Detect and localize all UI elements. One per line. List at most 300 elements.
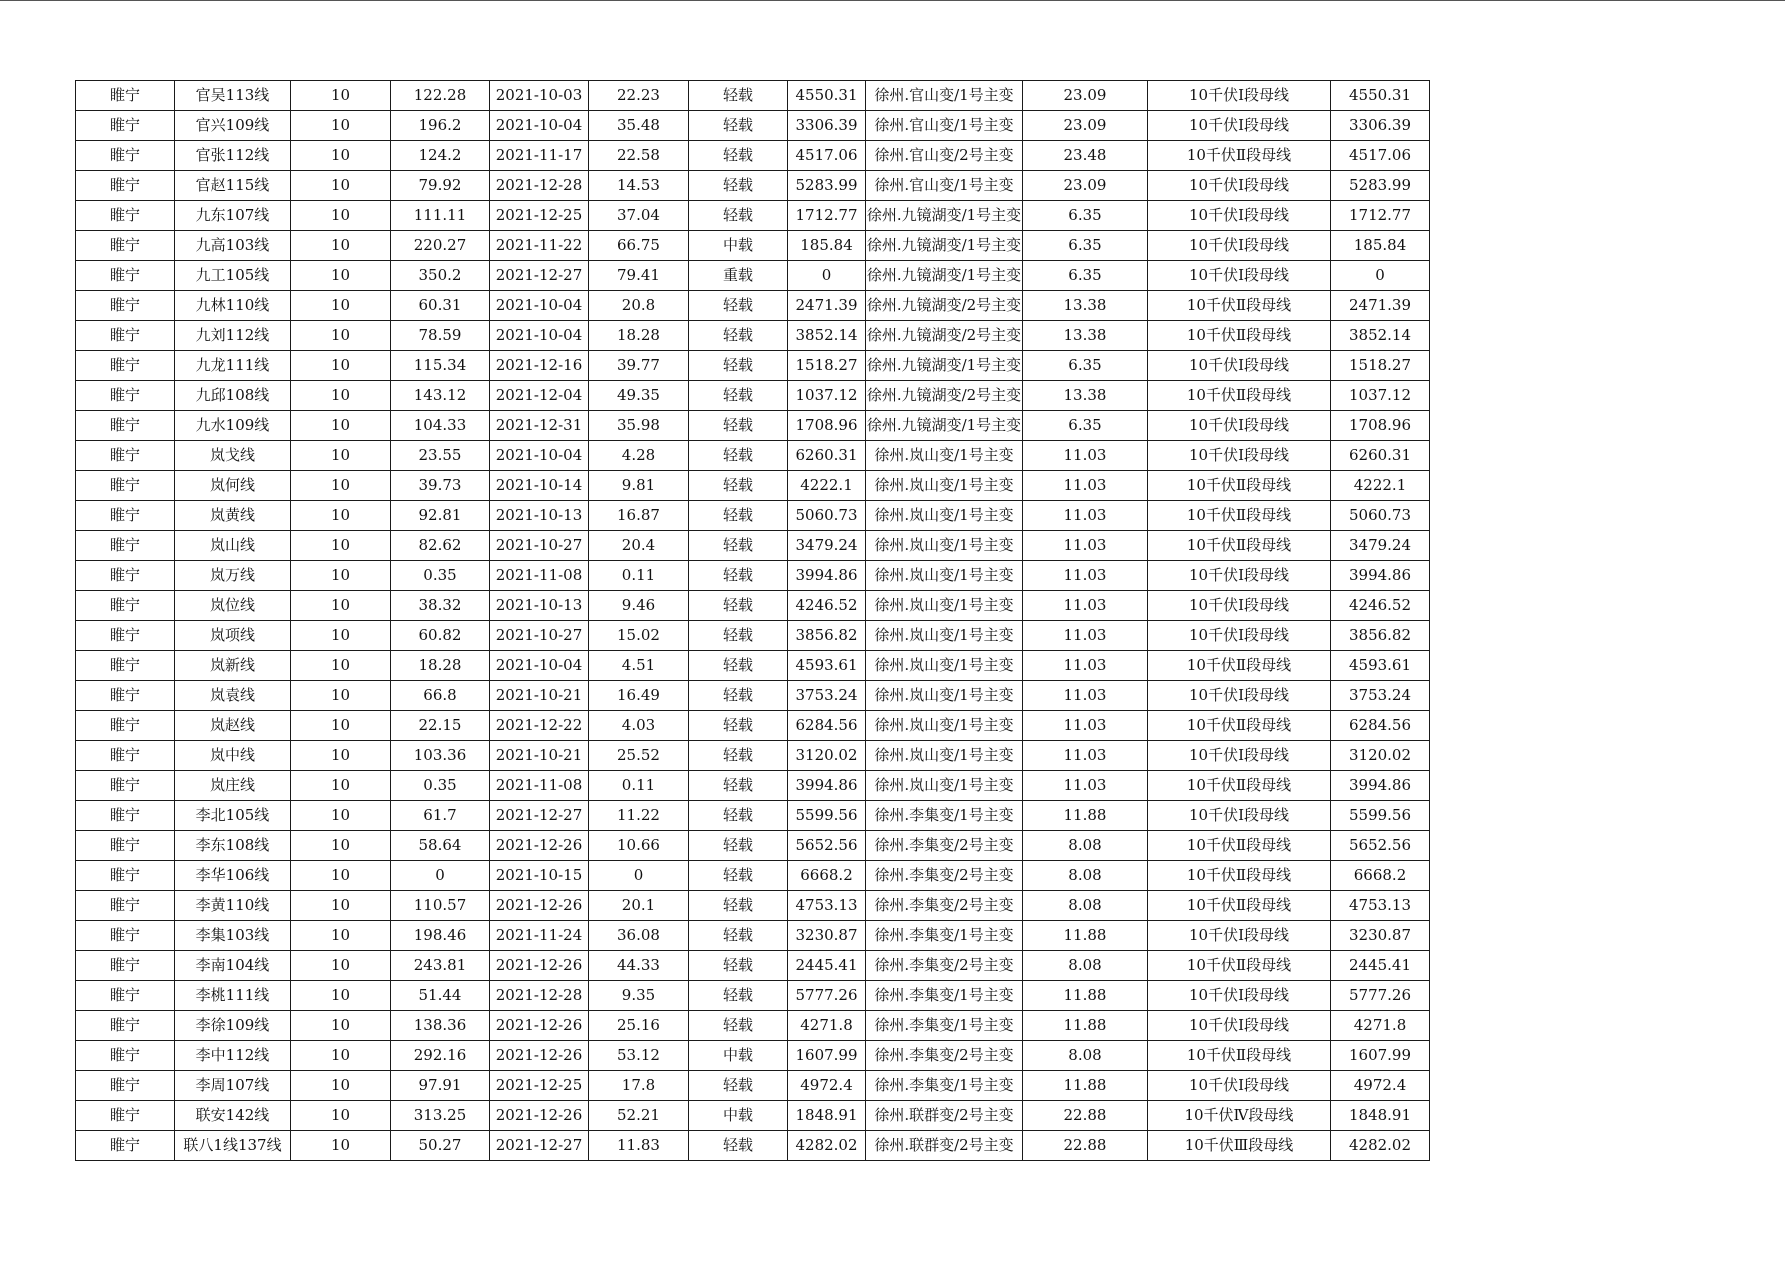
table-row (76, 771, 1430, 801)
transformer-load-cell: 11.03 (1023, 501, 1148, 531)
county-cell: 睢宁 (76, 501, 175, 531)
transformer-load-cell: 11.03 (1023, 591, 1148, 621)
substation-transformer-cell: 徐州.官山变/2号主变 (866, 141, 1023, 171)
transformer-load-cell: 11.03 (1023, 741, 1148, 771)
date-cell: 2021-11-08 (490, 561, 589, 591)
current-value-cell: 292.16 (391, 1041, 490, 1071)
voltage-cell: 10 (291, 921, 391, 951)
line-name-cell: 九邱108线 (175, 381, 291, 411)
current-value-cell: 0 (391, 861, 490, 891)
voltage-cell: 10 (291, 1011, 391, 1041)
current-value-cell: 60.31 (391, 291, 490, 321)
voltage-cell: 10 (291, 801, 391, 831)
transformer-load-cell: 11.03 (1023, 531, 1148, 561)
available-capacity-cell: 5777.26 (1331, 981, 1430, 1011)
substation-transformer-cell: 徐州.岚山变/1号主变 (866, 621, 1023, 651)
remaining-capacity-cell: 5060.73 (788, 501, 866, 531)
load-rate-cell: 49.35 (589, 381, 689, 411)
transformer-load-cell: 8.08 (1023, 1041, 1148, 1071)
busbar-cell: 10千伏Ⅰ段母线 (1148, 1011, 1331, 1041)
line-name-cell: 岚戈线 (175, 441, 291, 471)
transformer-load-cell: 11.03 (1023, 681, 1148, 711)
county-cell: 睢宁 (76, 1041, 175, 1071)
current-value-cell: 220.27 (391, 231, 490, 261)
busbar-cell: 10千伏Ⅰ段母线 (1148, 561, 1331, 591)
load-status-cell: 轻载 (689, 801, 788, 831)
load-rate-cell: 20.1 (589, 891, 689, 921)
available-capacity-cell: 3856.82 (1331, 621, 1430, 651)
table-row (76, 831, 1430, 861)
current-value-cell: 50.27 (391, 1131, 490, 1161)
table-row (76, 1131, 1430, 1161)
substation-transformer-cell: 徐州.岚山变/1号主变 (866, 681, 1023, 711)
table-row (76, 321, 1430, 351)
current-value-cell: 103.36 (391, 741, 490, 771)
load-status-cell: 轻载 (689, 771, 788, 801)
table-row (76, 681, 1430, 711)
substation-transformer-cell: 徐州.九镜湖变/2号主变 (866, 381, 1023, 411)
line-name-cell: 岚山线 (175, 531, 291, 561)
load-rate-cell: 0.11 (589, 771, 689, 801)
voltage-cell: 10 (291, 591, 391, 621)
remaining-capacity-cell: 5599.56 (788, 801, 866, 831)
voltage-cell: 10 (291, 831, 391, 861)
load-rate-cell: 22.58 (589, 141, 689, 171)
remaining-capacity-cell: 4550.31 (788, 81, 866, 111)
available-capacity-cell: 1518.27 (1331, 351, 1430, 381)
county-cell: 睢宁 (76, 441, 175, 471)
table-row (76, 381, 1430, 411)
remaining-capacity-cell: 3479.24 (788, 531, 866, 561)
voltage-cell: 10 (291, 501, 391, 531)
busbar-cell: 10千伏Ⅰ段母线 (1148, 81, 1331, 111)
county-cell: 睢宁 (76, 1011, 175, 1041)
table-row (76, 591, 1430, 621)
available-capacity-cell: 3479.24 (1331, 531, 1430, 561)
county-cell: 睢宁 (76, 201, 175, 231)
voltage-cell: 10 (291, 621, 391, 651)
remaining-capacity-cell: 4246.52 (788, 591, 866, 621)
load-rate-cell: 15.02 (589, 621, 689, 651)
load-status-cell: 轻载 (689, 561, 788, 591)
available-capacity-cell: 2471.39 (1331, 291, 1430, 321)
remaining-capacity-cell: 6260.31 (788, 441, 866, 471)
transformer-load-cell: 11.88 (1023, 1071, 1148, 1101)
substation-transformer-cell: 徐州.九镜湖变/1号主变 (866, 411, 1023, 441)
voltage-cell: 10 (291, 201, 391, 231)
load-status-cell: 轻载 (689, 1011, 788, 1041)
substation-transformer-cell: 徐州.岚山变/1号主变 (866, 531, 1023, 561)
line-name-cell: 岚中线 (175, 741, 291, 771)
date-cell: 2021-10-21 (490, 741, 589, 771)
date-cell: 2021-10-13 (490, 501, 589, 531)
transformer-load-cell: 11.03 (1023, 711, 1148, 741)
county-cell: 睢宁 (76, 171, 175, 201)
load-rate-cell: 35.98 (589, 411, 689, 441)
current-value-cell: 92.81 (391, 501, 490, 531)
remaining-capacity-cell: 3120.02 (788, 741, 866, 771)
remaining-capacity-cell: 3994.86 (788, 771, 866, 801)
voltage-cell: 10 (291, 561, 391, 591)
load-rate-cell: 39.77 (589, 351, 689, 381)
line-name-cell: 李北105线 (175, 801, 291, 831)
remaining-capacity-cell: 4753.13 (788, 891, 866, 921)
load-rate-cell: 25.16 (589, 1011, 689, 1041)
voltage-cell: 10 (291, 381, 391, 411)
voltage-cell: 10 (291, 1101, 391, 1131)
table-row (76, 171, 1430, 201)
load-status-cell: 轻载 (689, 921, 788, 951)
voltage-cell: 10 (291, 471, 391, 501)
substation-transformer-cell: 徐州.联群变/2号主变 (866, 1131, 1023, 1161)
date-cell: 2021-12-22 (490, 711, 589, 741)
county-cell: 睢宁 (76, 531, 175, 561)
load-status-cell: 轻载 (689, 381, 788, 411)
table-row (76, 621, 1430, 651)
substation-transformer-cell: 徐州.岚山变/1号主变 (866, 561, 1023, 591)
transformer-load-cell: 8.08 (1023, 951, 1148, 981)
substation-transformer-cell: 徐州.官山变/1号主变 (866, 81, 1023, 111)
busbar-cell: 10千伏Ⅰ段母线 (1148, 921, 1331, 951)
busbar-cell: 10千伏Ⅲ段母线 (1148, 1131, 1331, 1161)
voltage-cell: 10 (291, 771, 391, 801)
load-status-cell: 轻载 (689, 711, 788, 741)
county-cell: 睢宁 (76, 771, 175, 801)
voltage-cell: 10 (291, 261, 391, 291)
table-row (76, 501, 1430, 531)
load-rate-cell: 20.8 (589, 291, 689, 321)
load-status-cell: 轻载 (689, 861, 788, 891)
date-cell: 2021-12-31 (490, 411, 589, 441)
load-status-cell: 轻载 (689, 621, 788, 651)
substation-transformer-cell: 徐州.岚山变/1号主变 (866, 441, 1023, 471)
substation-transformer-cell: 徐州.李集变/2号主变 (866, 861, 1023, 891)
county-cell: 睢宁 (76, 1131, 175, 1161)
busbar-cell: 10千伏Ⅱ段母线 (1148, 951, 1331, 981)
transformer-load-cell: 11.88 (1023, 921, 1148, 951)
transformer-load-cell: 23.48 (1023, 141, 1148, 171)
transformer-load-cell: 11.88 (1023, 981, 1148, 1011)
line-name-cell: 官兴109线 (175, 111, 291, 141)
remaining-capacity-cell: 4593.61 (788, 651, 866, 681)
date-cell: 2021-10-27 (490, 621, 589, 651)
remaining-capacity-cell: 3753.24 (788, 681, 866, 711)
busbar-cell: 10千伏Ⅱ段母线 (1148, 861, 1331, 891)
county-cell: 睢宁 (76, 1101, 175, 1131)
substation-transformer-cell: 徐州.官山变/1号主变 (866, 171, 1023, 201)
transformer-load-cell: 8.08 (1023, 861, 1148, 891)
load-rate-cell: 4.03 (589, 711, 689, 741)
current-value-cell: 122.28 (391, 81, 490, 111)
line-name-cell: 李华106线 (175, 861, 291, 891)
table-row (76, 561, 1430, 591)
table-row (76, 1041, 1430, 1071)
load-rate-cell: 11.83 (589, 1131, 689, 1161)
county-cell: 睢宁 (76, 231, 175, 261)
date-cell: 2021-10-04 (490, 651, 589, 681)
remaining-capacity-cell: 4517.06 (788, 141, 866, 171)
load-rate-cell: 25.52 (589, 741, 689, 771)
busbar-cell: 10千伏Ⅰ段母线 (1148, 201, 1331, 231)
line-name-cell: 岚万线 (175, 561, 291, 591)
date-cell: 2021-11-22 (490, 231, 589, 261)
date-cell: 2021-10-14 (490, 471, 589, 501)
table-row (76, 231, 1430, 261)
load-rate-cell: 16.87 (589, 501, 689, 531)
voltage-cell: 10 (291, 1071, 391, 1101)
county-cell: 睢宁 (76, 621, 175, 651)
current-value-cell: 0.35 (391, 561, 490, 591)
available-capacity-cell: 3230.87 (1331, 921, 1430, 951)
load-status-cell: 轻载 (689, 171, 788, 201)
county-cell: 睢宁 (76, 561, 175, 591)
load-status-cell: 轻载 (689, 951, 788, 981)
available-capacity-cell: 4753.13 (1331, 891, 1430, 921)
busbar-cell: 10千伏Ⅰ段母线 (1148, 591, 1331, 621)
substation-transformer-cell: 徐州.官山变/1号主变 (866, 111, 1023, 141)
current-value-cell: 79.92 (391, 171, 490, 201)
available-capacity-cell: 5599.56 (1331, 801, 1430, 831)
current-value-cell: 78.59 (391, 321, 490, 351)
current-value-cell: 23.55 (391, 441, 490, 471)
load-status-cell: 轻载 (689, 651, 788, 681)
busbar-cell: 10千伏Ⅰ段母线 (1148, 621, 1331, 651)
data-table (75, 80, 1430, 1161)
current-value-cell: 0.35 (391, 771, 490, 801)
table-row (76, 441, 1430, 471)
line-name-cell: 岚赵线 (175, 711, 291, 741)
transformer-load-cell: 11.03 (1023, 561, 1148, 591)
substation-transformer-cell: 徐州.李集变/1号主变 (866, 921, 1023, 951)
voltage-cell: 10 (291, 891, 391, 921)
substation-transformer-cell: 徐州.岚山变/1号主变 (866, 501, 1023, 531)
available-capacity-cell: 4271.8 (1331, 1011, 1430, 1041)
substation-transformer-cell: 徐州.李集变/1号主变 (866, 801, 1023, 831)
line-name-cell: 九东107线 (175, 201, 291, 231)
available-capacity-cell: 0 (1331, 261, 1430, 291)
line-name-cell: 李桃111线 (175, 981, 291, 1011)
date-cell: 2021-10-13 (490, 591, 589, 621)
date-cell: 2021-12-27 (490, 1131, 589, 1161)
load-status-cell: 轻载 (689, 321, 788, 351)
county-cell: 睢宁 (76, 381, 175, 411)
available-capacity-cell: 3306.39 (1331, 111, 1430, 141)
load-rate-cell: 36.08 (589, 921, 689, 951)
remaining-capacity-cell: 185.84 (788, 231, 866, 261)
current-value-cell: 82.62 (391, 531, 490, 561)
table-row (76, 951, 1430, 981)
busbar-cell: 10千伏Ⅰ段母线 (1148, 171, 1331, 201)
load-rate-cell: 20.4 (589, 531, 689, 561)
transformer-load-cell: 11.03 (1023, 441, 1148, 471)
transformer-load-cell: 6.35 (1023, 351, 1148, 381)
table-row (76, 201, 1430, 231)
busbar-cell: 10千伏Ⅱ段母线 (1148, 1041, 1331, 1071)
table-row (76, 261, 1430, 291)
available-capacity-cell: 2445.41 (1331, 951, 1430, 981)
available-capacity-cell: 4550.31 (1331, 81, 1430, 111)
date-cell: 2021-12-26 (490, 1041, 589, 1071)
substation-transformer-cell: 徐州.岚山变/1号主变 (866, 741, 1023, 771)
table-row (76, 351, 1430, 381)
load-rate-cell: 37.04 (589, 201, 689, 231)
current-value-cell: 110.57 (391, 891, 490, 921)
current-value-cell: 58.64 (391, 831, 490, 861)
available-capacity-cell: 5652.56 (1331, 831, 1430, 861)
substation-transformer-cell: 徐州.联群变/2号主变 (866, 1101, 1023, 1131)
current-value-cell: 243.81 (391, 951, 490, 981)
table-row (76, 741, 1430, 771)
load-rate-cell: 53.12 (589, 1041, 689, 1071)
load-status-cell: 轻载 (689, 1131, 788, 1161)
voltage-cell: 10 (291, 981, 391, 1011)
load-status-cell: 轻载 (689, 741, 788, 771)
load-status-cell: 轻载 (689, 291, 788, 321)
busbar-cell: 10千伏Ⅱ段母线 (1148, 471, 1331, 501)
line-name-cell: 李徐109线 (175, 1011, 291, 1041)
load-rate-cell: 18.28 (589, 321, 689, 351)
available-capacity-cell: 4246.52 (1331, 591, 1430, 621)
available-capacity-cell: 6668.2 (1331, 861, 1430, 891)
available-capacity-cell: 3753.24 (1331, 681, 1430, 711)
available-capacity-cell: 6260.31 (1331, 441, 1430, 471)
available-capacity-cell: 1848.91 (1331, 1101, 1430, 1131)
voltage-cell: 10 (291, 141, 391, 171)
load-rate-cell: 0 (589, 861, 689, 891)
date-cell: 2021-10-04 (490, 321, 589, 351)
remaining-capacity-cell: 0 (788, 261, 866, 291)
load-status-cell: 轻载 (689, 111, 788, 141)
load-status-cell: 轻载 (689, 81, 788, 111)
transformer-load-cell: 23.09 (1023, 81, 1148, 111)
load-rate-cell: 9.46 (589, 591, 689, 621)
line-name-cell: 李中112线 (175, 1041, 291, 1071)
line-name-cell: 官吴113线 (175, 81, 291, 111)
county-cell: 睢宁 (76, 471, 175, 501)
remaining-capacity-cell: 3230.87 (788, 921, 866, 951)
remaining-capacity-cell: 6284.56 (788, 711, 866, 741)
busbar-cell: 10千伏Ⅰ段母线 (1148, 981, 1331, 1011)
load-status-cell: 重载 (689, 261, 788, 291)
table-row (76, 471, 1430, 501)
remaining-capacity-cell: 3994.86 (788, 561, 866, 591)
transformer-load-cell: 13.38 (1023, 381, 1148, 411)
substation-transformer-cell: 徐州.九镜湖变/1号主变 (866, 201, 1023, 231)
available-capacity-cell: 1712.77 (1331, 201, 1430, 231)
current-value-cell: 39.73 (391, 471, 490, 501)
transformer-load-cell: 11.03 (1023, 651, 1148, 681)
available-capacity-cell: 3120.02 (1331, 741, 1430, 771)
busbar-cell: 10千伏Ⅱ段母线 (1148, 831, 1331, 861)
transformer-load-cell: 22.88 (1023, 1101, 1148, 1131)
available-capacity-cell: 4972.4 (1331, 1071, 1430, 1101)
line-name-cell: 九工105线 (175, 261, 291, 291)
line-name-cell: 九高103线 (175, 231, 291, 261)
substation-transformer-cell: 徐州.九镜湖变/1号主变 (866, 351, 1023, 381)
load-rate-cell: 4.28 (589, 441, 689, 471)
line-name-cell: 九水109线 (175, 411, 291, 441)
table-row (76, 861, 1430, 891)
load-status-cell: 中载 (689, 231, 788, 261)
load-rate-cell: 52.21 (589, 1101, 689, 1131)
current-value-cell: 22.15 (391, 711, 490, 741)
transformer-load-cell: 11.88 (1023, 801, 1148, 831)
busbar-cell: 10千伏Ⅱ段母线 (1148, 381, 1331, 411)
county-cell: 睢宁 (76, 801, 175, 831)
available-capacity-cell: 3994.86 (1331, 561, 1430, 591)
line-name-cell: 联安142线 (175, 1101, 291, 1131)
remaining-capacity-cell: 1712.77 (788, 201, 866, 231)
load-rate-cell: 79.41 (589, 261, 689, 291)
current-value-cell: 61.7 (391, 801, 490, 831)
load-rate-cell: 17.8 (589, 1071, 689, 1101)
current-value-cell: 138.36 (391, 1011, 490, 1041)
load-rate-cell: 22.23 (589, 81, 689, 111)
date-cell: 2021-10-04 (490, 291, 589, 321)
current-value-cell: 38.32 (391, 591, 490, 621)
date-cell: 2021-12-04 (490, 381, 589, 411)
busbar-cell: 10千伏Ⅱ段母线 (1148, 711, 1331, 741)
page-top-border (0, 0, 1785, 1)
load-status-cell: 中载 (689, 1101, 788, 1131)
available-capacity-cell: 1708.96 (1331, 411, 1430, 441)
transformer-load-cell: 13.38 (1023, 291, 1148, 321)
table-row (76, 1011, 1430, 1041)
current-value-cell: 313.25 (391, 1101, 490, 1131)
substation-transformer-cell: 徐州.九镜湖变/1号主变 (866, 231, 1023, 261)
remaining-capacity-cell: 4972.4 (788, 1071, 866, 1101)
substation-transformer-cell: 徐州.岚山变/1号主变 (866, 591, 1023, 621)
load-rate-cell: 66.75 (589, 231, 689, 261)
load-status-cell: 轻载 (689, 351, 788, 381)
voltage-cell: 10 (291, 681, 391, 711)
date-cell: 2021-10-15 (490, 861, 589, 891)
voltage-cell: 10 (291, 351, 391, 381)
county-cell: 睢宁 (76, 651, 175, 681)
table-row (76, 111, 1430, 141)
county-cell: 睢宁 (76, 591, 175, 621)
voltage-cell: 10 (291, 861, 391, 891)
current-value-cell: 198.46 (391, 921, 490, 951)
voltage-cell: 10 (291, 951, 391, 981)
available-capacity-cell: 185.84 (1331, 231, 1430, 261)
current-value-cell: 66.8 (391, 681, 490, 711)
remaining-capacity-cell: 3856.82 (788, 621, 866, 651)
substation-transformer-cell: 徐州.岚山变/1号主变 (866, 711, 1023, 741)
available-capacity-cell: 4517.06 (1331, 141, 1430, 171)
busbar-cell: 10千伏Ⅰ段母线 (1148, 801, 1331, 831)
load-status-cell: 轻载 (689, 981, 788, 1011)
table-row (76, 81, 1430, 111)
load-rate-cell: 11.22 (589, 801, 689, 831)
transformer-load-cell: 6.35 (1023, 411, 1148, 441)
line-name-cell: 九龙111线 (175, 351, 291, 381)
date-cell: 2021-12-25 (490, 201, 589, 231)
line-name-cell: 李集103线 (175, 921, 291, 951)
remaining-capacity-cell: 5652.56 (788, 831, 866, 861)
line-name-cell: 李南104线 (175, 951, 291, 981)
table-row (76, 801, 1430, 831)
transformer-load-cell: 11.03 (1023, 621, 1148, 651)
line-name-cell: 岚黄线 (175, 501, 291, 531)
load-status-cell: 轻载 (689, 1071, 788, 1101)
county-cell: 睢宁 (76, 261, 175, 291)
voltage-cell: 10 (291, 1041, 391, 1071)
table-row (76, 411, 1430, 441)
remaining-capacity-cell: 1708.96 (788, 411, 866, 441)
county-cell: 睢宁 (76, 291, 175, 321)
load-status-cell: 轻载 (689, 891, 788, 921)
